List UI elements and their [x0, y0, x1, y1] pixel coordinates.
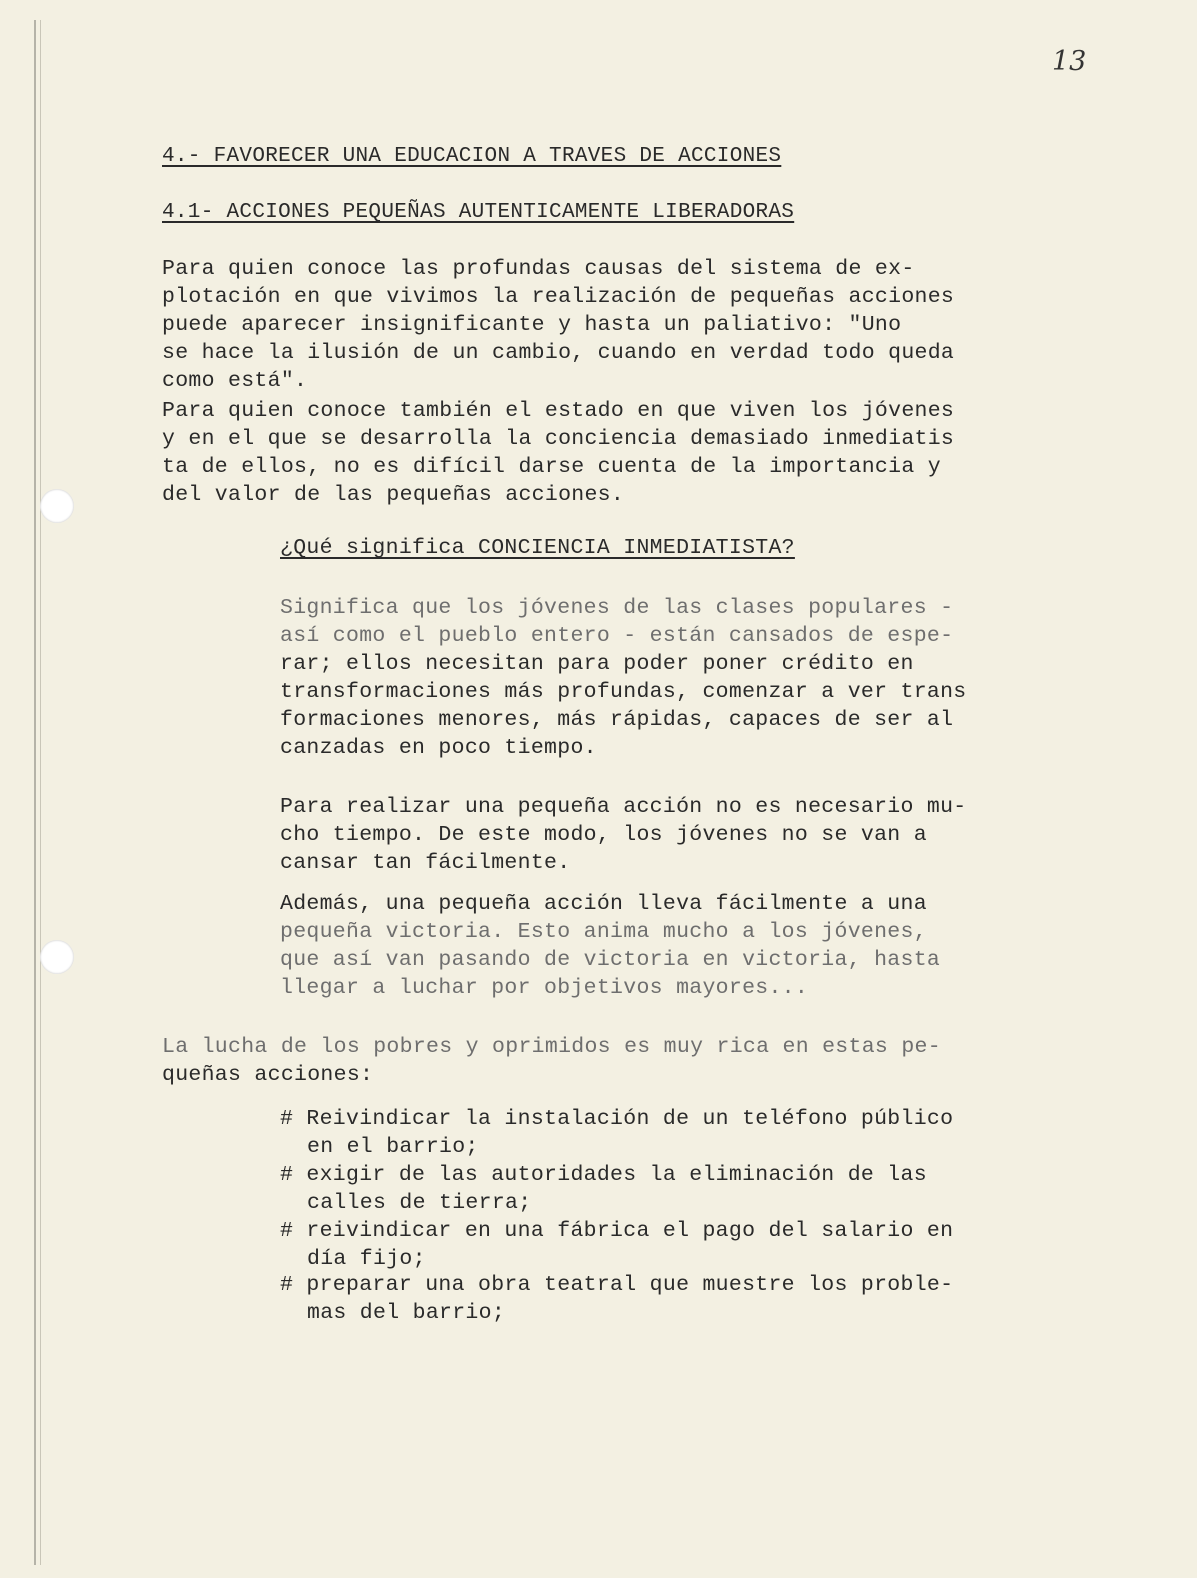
- para1-line: como está".: [162, 369, 308, 393]
- bullet-item: # preparar una obra teatral que muestre los proble-: [280, 1273, 954, 1297]
- bullet-item-cont: día fijo;: [307, 1247, 426, 1271]
- question-heading: ¿Qué significa CONCIENCIA INMEDIATISTA?: [280, 536, 795, 560]
- para3-line: formaciones menores, más rápidas, capaces de ser al: [280, 708, 954, 732]
- para2-line: y en el que se desarrolla la conciencia demasiado inmediatis: [162, 427, 955, 451]
- punch-hole-bottom: [40, 940, 74, 974]
- punch-hole-top: [40, 489, 74, 523]
- bullet-item: # Reivindicar la instalación de un teléfono público: [280, 1107, 954, 1131]
- heading-main: 4.- FAVORECER UNA EDUCACION A TRAVES DE ACCIONES: [162, 145, 782, 168]
- para1-line: Para quien conoce las profundas causas del sistema de ex-: [162, 257, 915, 281]
- para3-line: rar; ellos necesitan para poder poner crédito en: [280, 652, 914, 676]
- bullet-item: # reivindicar en una fábrica el pago del salario en: [280, 1219, 954, 1243]
- bullet-item-cont: calles de tierra;: [307, 1191, 532, 1215]
- para3-line: canzadas en poco tiempo.: [280, 736, 597, 760]
- margin-line: [34, 20, 36, 1565]
- para5-line: Además, una pequeña acción lleva fácilmente a una: [280, 892, 927, 916]
- para6-line: La lucha de los pobres y oprimidos es muy rica en estas pe-: [162, 1035, 941, 1059]
- para3-line: transformaciones más profundas, comenzar a ver trans: [280, 680, 967, 704]
- margin-line-secondary: [40, 20, 41, 1565]
- bullet-item: # exigir de las autoridades la eliminación de las: [280, 1163, 927, 1187]
- para4-line: cho tiempo. De este modo, los jóvenes no se van a: [280, 823, 927, 847]
- para4-line: Para realizar una pequeña acción no es necesario mu-: [280, 795, 967, 819]
- para5-line: llegar a luchar por objetivos mayores...: [280, 976, 809, 1000]
- page-number: 13: [1052, 46, 1087, 77]
- para6-line: queñas acciones:: [162, 1063, 374, 1087]
- bullet-item-cont: en el barrio;: [307, 1135, 479, 1159]
- para3-line: así como el pueblo entero - están cansados de espe-: [280, 624, 954, 648]
- para3-line: Significa que los jóvenes de las clases populares -: [280, 596, 954, 620]
- para5-line: que así van pasando de victoria en victoria, hasta: [280, 948, 941, 972]
- bullet-item-cont: mas del barrio;: [307, 1301, 506, 1325]
- para4-line: cansar tan fácilmente.: [280, 851, 571, 875]
- para5-line: pequeña victoria. Esto anima mucho a los jóvenes,: [280, 920, 927, 944]
- para1-line: plotación en que vivimos la realización de pequeñas acciones: [162, 285, 955, 309]
- heading-sub: 4.1- ACCIONES PEQUEÑAS AUTENTICAMENTE LIBERADORAS: [162, 201, 795, 224]
- para2-line: Para quien conoce también el estado en que viven los jóvenes: [162, 399, 955, 423]
- para1-line: puede aparecer insignificante y hasta un paliativo: "Uno: [162, 313, 902, 337]
- para2-line: del valor de las pequeñas acciones.: [162, 483, 625, 507]
- para2-line: ta de ellos, no es difícil darse cuenta de la importancia y: [162, 455, 941, 479]
- para1-line: se hace la ilusión de un cambio, cuando en verdad todo queda: [162, 341, 955, 365]
